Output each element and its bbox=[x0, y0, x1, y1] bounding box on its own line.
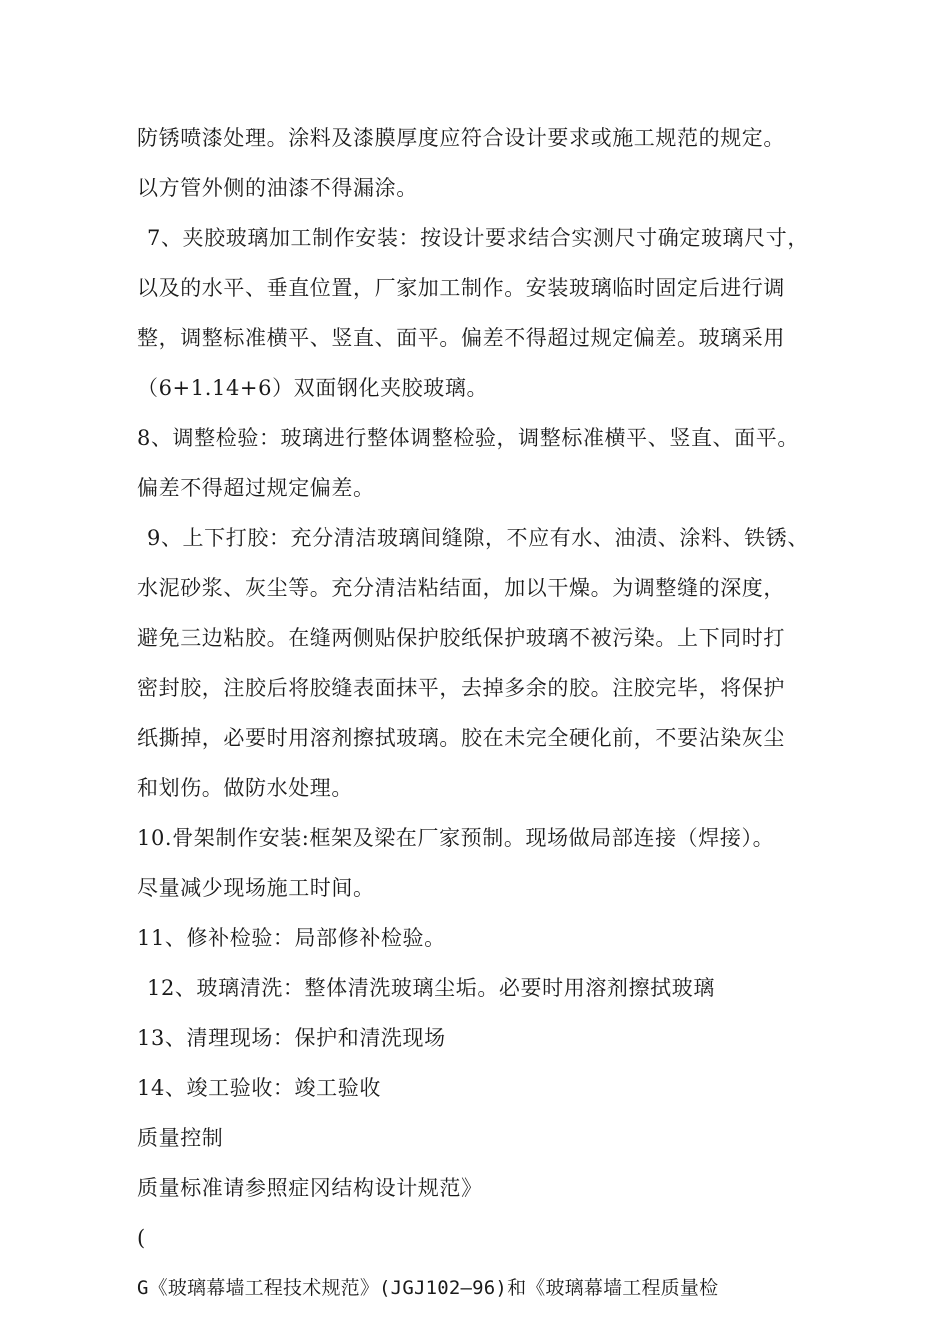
text-line: 密封胶，注胶后将胶缝表面抹平，去掉多余的胶。注胶完毕，将保护 bbox=[137, 676, 785, 700]
list-item-14: 14、竣工验收：竣工验收 bbox=[137, 1076, 381, 1100]
list-item-9: 9、上下打胶：充分清洁玻璃间缝隙，不应有水、油渍、涂料、铁锈、 bbox=[147, 526, 809, 550]
text-line: 以方管外侧的油漆不得漏涂。 bbox=[137, 176, 418, 200]
text-line: G《玻璃幕墙工程技术规范》(JGJ102—96)和《玻璃幕墙工程质量检 bbox=[137, 1277, 719, 1299]
text-line: 以及的水平、垂直位置，厂家加工制作。安装玻璃临时固定后进行调 bbox=[137, 276, 785, 300]
section-heading: 质量控制 bbox=[137, 1126, 224, 1150]
list-item-11: 11、修补检验：局部修补检验。 bbox=[137, 926, 446, 950]
text-line: 纸撕掉，必要时用溶剂擦拭玻璃。胶在未完全硬化前，不要沾染灰尘 bbox=[137, 726, 785, 750]
list-item-10: 10.骨架制作安装:框架及梁在厂家预制。现场做局部连接（焊接）。 bbox=[137, 826, 775, 850]
text-line: 水泥砂浆、灰尘等。充分清洁粘结面，加以干燥。为调整缝的深度， bbox=[137, 576, 785, 600]
text-line: 避免三边粘胶。在缝两侧贴保护胶纸保护玻璃不被污染。上下同时打 bbox=[137, 626, 785, 650]
text-line: 质量标准请参照症冈结构设计规范》 bbox=[137, 1176, 483, 1200]
text-line: 整，调整标准横平、竖直、面平。偏差不得超过规定偏差。玻璃采用 bbox=[137, 326, 785, 350]
text-line: （6+1.14+6）双面钢化夹胶玻璃。 bbox=[137, 376, 489, 400]
text-line: 防锈喷漆处理。涂料及漆膜厚度应符合设计要求或施工规范的规定。 bbox=[137, 126, 785, 150]
list-item-7: 7、夹胶玻璃加工制作安装：按设计要求结合实测尺寸确定玻璃尺寸， bbox=[147, 226, 809, 250]
list-item-12: 12、玻璃清洗：整体清洗玻璃尘垢。必要时用溶剂擦拭玻璃 bbox=[147, 976, 715, 1000]
list-item-13: 13、清理现场：保护和清洗现场 bbox=[137, 1026, 446, 1050]
text-line: ( bbox=[137, 1226, 146, 1250]
text-line: 和划伤。做防水处理。 bbox=[137, 776, 353, 800]
text-line: 偏差不得超过规定偏差。 bbox=[137, 476, 375, 500]
text-line: 尽量减少现场施工时间。 bbox=[137, 876, 375, 900]
list-item-8: 8、调整检验：玻璃进行整体调整检验，调整标准横平、竖直、面平。 bbox=[137, 426, 799, 450]
